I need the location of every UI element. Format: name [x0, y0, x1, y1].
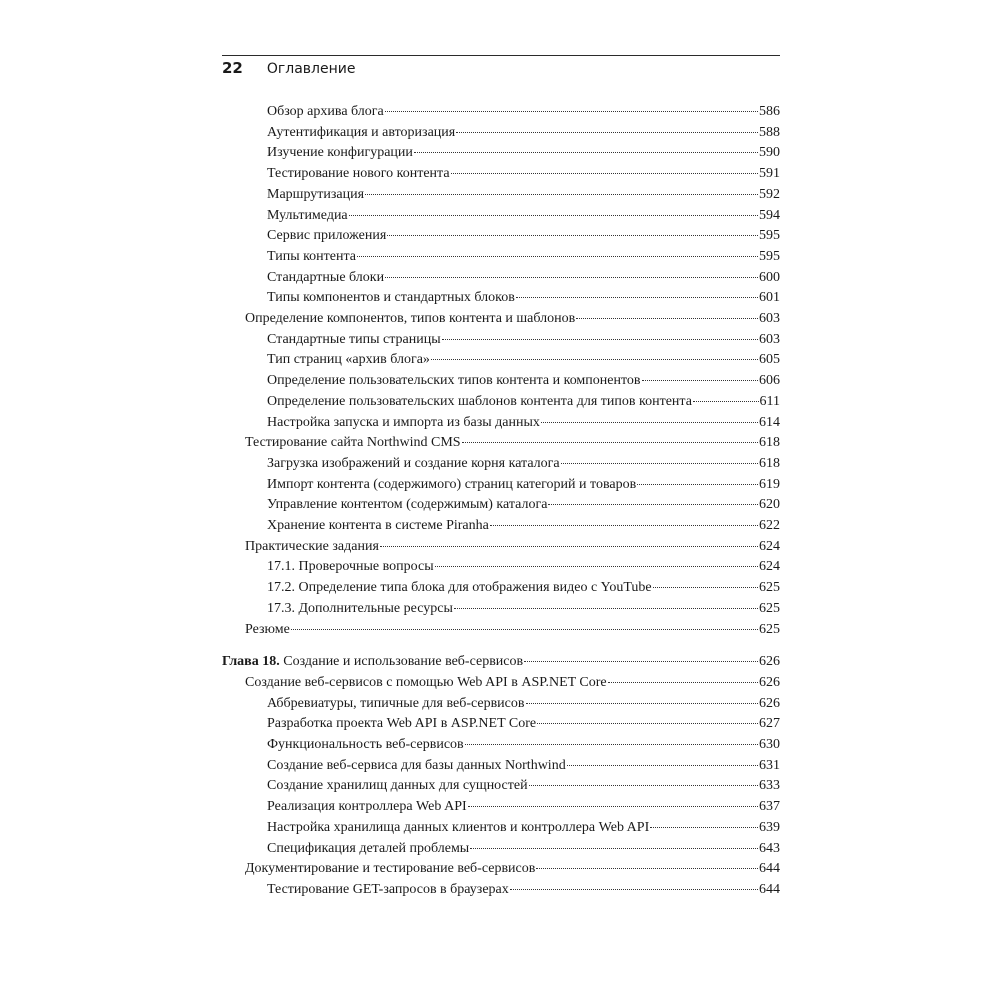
dot-leader	[349, 215, 758, 216]
toc-entry-title: 17.1. Проверочные вопросы	[267, 559, 434, 575]
toc-entry-title: Типы контента	[267, 248, 357, 264]
dot-leader	[465, 744, 758, 745]
toc-entry-page: 627	[759, 716, 780, 732]
toc-entry-title: Реализация контроллера Web API	[267, 799, 467, 815]
toc-entry	[245, 433, 780, 453]
toc-entry-title: Хранение контента в системе Piranha	[267, 518, 489, 533]
toc-entry-page: 601	[759, 290, 780, 306]
toc-entry	[267, 143, 780, 163]
toc-entry	[267, 288, 780, 308]
dot-leader	[454, 608, 758, 609]
toc-entry-page: 600	[759, 269, 780, 285]
dot-leader	[693, 401, 759, 402]
toc-entry	[245, 537, 780, 557]
dot-leader	[385, 111, 758, 112]
toc-entry	[267, 776, 780, 796]
toc-entry	[267, 516, 780, 536]
dot-leader	[548, 504, 758, 505]
toc-entry-page: 624	[759, 538, 780, 554]
toc-entry-page: 626	[759, 674, 780, 690]
toc-entry-title	[222, 652, 523, 672]
dot-leader	[536, 868, 758, 869]
toc-entry-page: 630	[759, 737, 780, 752]
toc-entry-page: 625	[759, 621, 780, 637]
toc-entry	[245, 309, 780, 329]
dot-leader	[529, 785, 758, 786]
toc-entry-title: Управление контентом (содержимым) каталога	[267, 497, 548, 513]
dot-leader	[510, 889, 758, 890]
running-header	[222, 59, 355, 81]
toc-entry-title: Практические задания	[245, 538, 379, 554]
toc-entry-page: 625	[759, 580, 780, 596]
dot-leader	[431, 359, 758, 360]
toc-entry	[267, 350, 780, 370]
toc-entry	[267, 475, 780, 495]
toc-entry	[267, 247, 780, 267]
toc-entry-title: Спецификация деталей проблемы	[267, 840, 470, 856]
toc-entry	[267, 756, 780, 776]
toc-entry	[267, 578, 780, 598]
dot-leader	[470, 848, 758, 849]
dot-leader	[541, 422, 758, 423]
toc-entry	[267, 797, 780, 817]
toc-entry-title: 17.3. Дополнительные ресурсы	[267, 600, 453, 616]
dot-leader	[442, 339, 758, 340]
toc-entry	[267, 330, 780, 350]
toc-entry-title: Типы компонентов и стандартных блоков	[267, 290, 515, 306]
toc-entry-page: 622	[759, 518, 780, 533]
toc-entry-title: Создание веб-сервисов с помощью Web API в ASP.NET Core	[245, 674, 607, 690]
toc-entry-title: Обзор архива блога	[267, 104, 384, 119]
page-number: 22	[222, 59, 243, 77]
toc-entry	[267, 557, 780, 577]
toc-entry-page: 625	[759, 600, 780, 616]
toc-entry-title: 17.2. Определение типа блока для отображения видео с YouTube	[267, 580, 652, 596]
dot-leader	[451, 173, 758, 174]
toc-entry-page: 639	[759, 819, 780, 835]
toc-entry	[267, 818, 780, 838]
toc-entry-page: 611	[759, 393, 780, 409]
toc-entry-title: Тестирование нового контента	[267, 166, 450, 182]
dot-leader	[526, 703, 758, 704]
chapter-title: Создание и использование веб-сервисов	[279, 654, 524, 670]
toc-entry-title: Определение компонентов, типов контента и шаблонов	[245, 311, 576, 326]
dot-leader	[365, 194, 758, 195]
dot-leader	[385, 277, 758, 278]
toc-entry-title: Аббревиатуры, типичные для веб-сервисов	[267, 695, 525, 711]
toc-entry	[267, 268, 780, 288]
toc-entry-title: Сервис приложения	[267, 228, 387, 244]
toc-entry	[245, 673, 780, 693]
toc-entry-title: Тестирование сайта Northwind CMS	[245, 435, 461, 451]
toc-entry-title: Функциональность веб-сервисов	[267, 737, 464, 752]
dot-leader	[380, 546, 758, 547]
toc-entry	[267, 164, 780, 184]
toc-entry	[267, 185, 780, 205]
toc-entry-title: Аутентификация и авторизация	[267, 124, 456, 140]
toc-entry	[245, 859, 780, 879]
toc-entry-page: 620	[759, 497, 780, 513]
toc-entry	[267, 839, 780, 859]
chapter-label: Глава 18.	[222, 654, 280, 670]
toc-entry	[267, 413, 780, 433]
toc-entry-page: 624	[759, 559, 780, 575]
toc-entry-title: Настройка хранилища данных клиентов и контроллера Web API	[267, 819, 650, 835]
toc-entry-title: Создание хранилищ данных для сущностей	[267, 778, 528, 794]
toc-entry-title: Определение пользовательских типов контента и компонентов	[267, 373, 641, 389]
toc-entry	[267, 714, 780, 734]
dot-leader	[435, 566, 758, 567]
toc-entry-page: 644	[759, 861, 780, 877]
toc-entry-page: 594	[759, 207, 780, 223]
dot-leader	[567, 765, 758, 766]
toc-entry	[267, 495, 780, 515]
toc-entry-page: 605	[759, 352, 780, 368]
toc-entry-page: 586	[759, 104, 780, 119]
toc-entry-title: Стандартные типы страницы	[267, 331, 441, 347]
toc-entry-title: Импорт контента (содержимого) страниц категорий и товаров	[267, 476, 637, 492]
toc-entry	[222, 652, 780, 672]
toc-entry-page: 631	[759, 757, 780, 773]
toc-entry-title: Документирование и тестирование веб-сервисов	[245, 861, 536, 877]
dot-leader	[387, 235, 758, 236]
toc-entry	[267, 735, 780, 755]
running-title: Оглавление	[266, 61, 356, 77]
dot-leader	[516, 297, 758, 298]
toc-entry-title: Разработка проекта Web API в ASP.NET Core	[267, 716, 537, 732]
dot-leader	[468, 806, 758, 807]
dot-leader	[537, 723, 758, 724]
toc-entry-page: 643	[759, 840, 780, 856]
toc-entry-page: 633	[759, 778, 780, 794]
toc-entry-page: 619	[759, 476, 780, 492]
dot-leader	[456, 132, 758, 133]
dot-leader	[291, 629, 758, 630]
toc-entry-title: Мультимедиа	[267, 207, 348, 223]
dot-leader	[637, 484, 758, 485]
dot-leader	[608, 682, 758, 683]
dot-leader	[561, 463, 758, 464]
toc-entry-page: 606	[759, 373, 780, 389]
toc-entry-page: 626	[759, 695, 780, 711]
toc-entry	[267, 392, 780, 412]
dot-leader	[490, 525, 758, 526]
toc-entry	[267, 454, 780, 474]
toc-entry-title: Тестирование GET-запросов в браузерах	[267, 881, 509, 897]
toc-entry	[267, 599, 780, 619]
toc-entry	[267, 694, 780, 714]
dot-leader	[650, 827, 758, 828]
toc-entry-page: 618	[759, 435, 780, 451]
toc-entry-title: Изучение конфигурации	[267, 145, 413, 161]
toc-entry	[267, 123, 780, 143]
toc-entry-title: Создание веб-сервиса для базы данных Northwind	[267, 757, 566, 773]
toc-entry	[267, 102, 780, 122]
toc-entry-title: Резюме	[245, 621, 290, 637]
toc-entry-page: 603	[759, 331, 780, 347]
dot-leader	[524, 661, 758, 662]
toc-entry-page: 637	[759, 799, 780, 815]
toc-entry-page: 618	[759, 455, 780, 471]
toc-entry-page: 591	[759, 166, 780, 182]
toc-entry-page: 592	[759, 186, 780, 202]
toc-entry-title: Маршрутизация	[267, 186, 365, 202]
dot-leader	[462, 442, 758, 443]
toc-entry-page: 603	[759, 311, 780, 326]
toc-entry	[245, 620, 780, 640]
toc-entry-title: Тип страниц «архив блога»	[267, 352, 430, 368]
toc-entry-title: Определение пользовательских шаблонов контента для типов контента	[267, 393, 692, 409]
toc-entry-page: 590	[759, 145, 780, 161]
toc-entry	[267, 880, 780, 900]
dot-leader	[414, 152, 758, 153]
toc-entry-page: 644	[759, 881, 780, 897]
toc-entry-title: Настройка запуска и импорта из базы данных	[267, 414, 540, 430]
dot-leader	[642, 380, 758, 381]
dot-leader	[653, 587, 758, 588]
dot-leader	[357, 256, 758, 257]
toc-entry-page: 595	[759, 228, 780, 244]
toc-entry-page: 595	[759, 248, 780, 264]
toc-entry-page: 588	[759, 124, 780, 140]
header-rule	[222, 55, 780, 56]
toc-entry-title: Загрузка изображений и создание корня каталога	[267, 455, 560, 471]
toc-entry-title: Стандартные блоки	[267, 269, 385, 285]
toc-entry	[267, 371, 780, 391]
toc-entry	[267, 226, 780, 246]
dot-leader	[576, 318, 758, 319]
toc-entry-page: 614	[759, 414, 780, 430]
toc-entry	[267, 206, 780, 226]
toc-entry-page: 626	[759, 654, 780, 670]
